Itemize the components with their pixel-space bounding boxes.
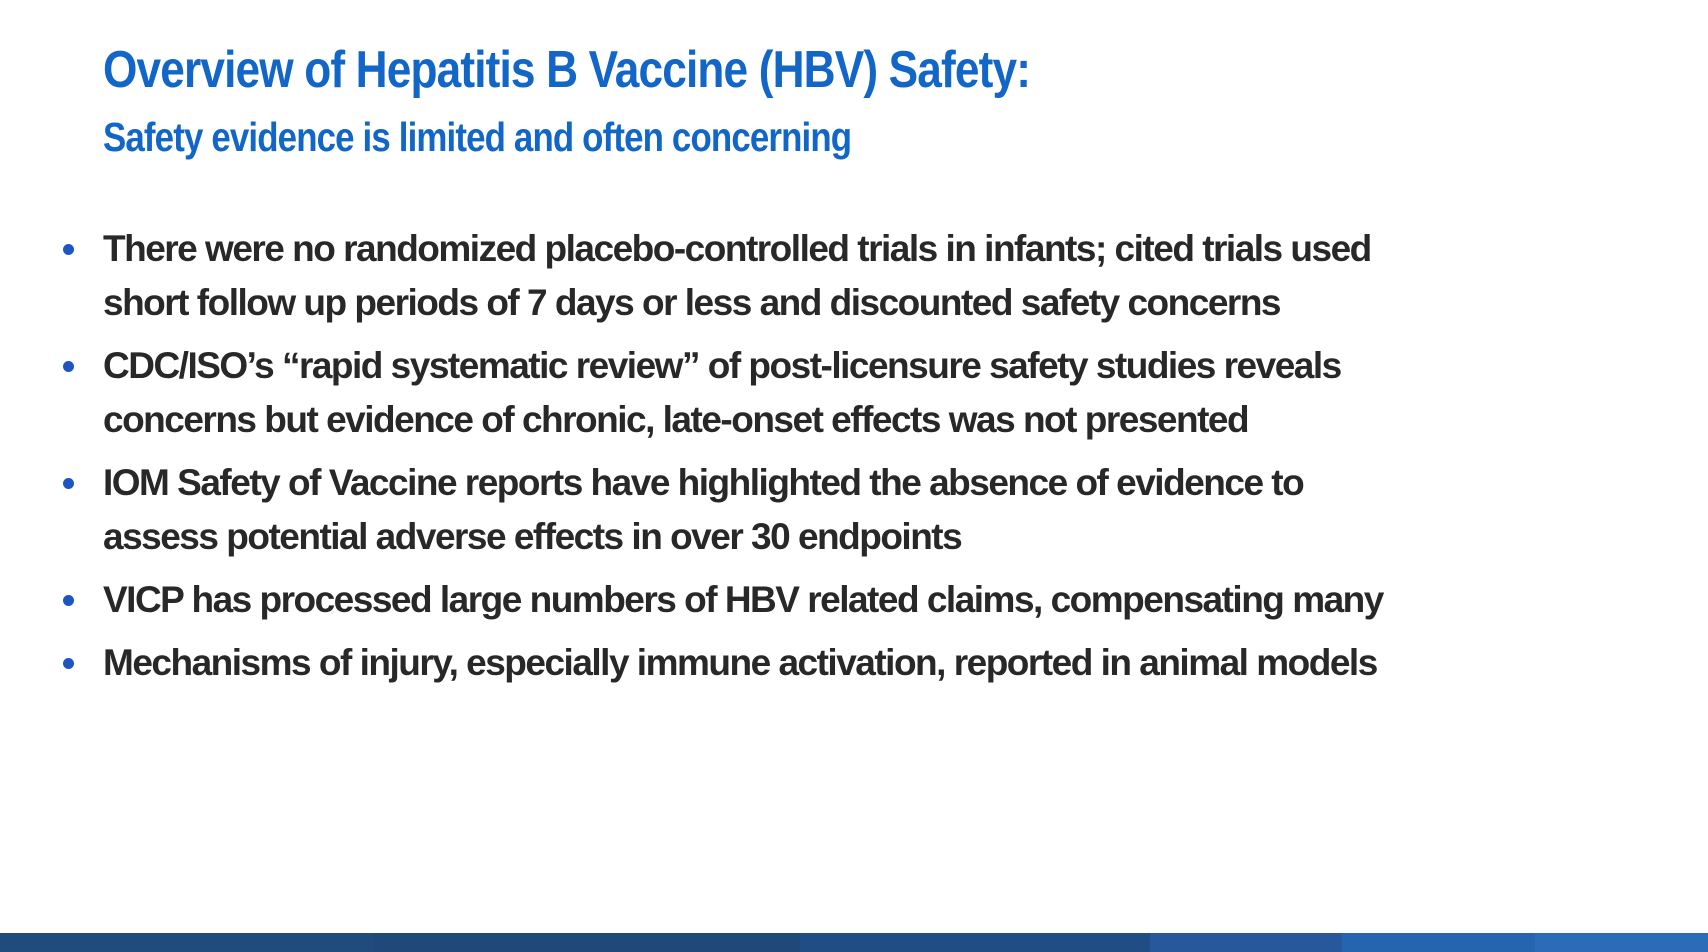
bullet-dot-icon xyxy=(63,361,74,372)
bullet-item-iom-reports xyxy=(0,456,1650,564)
bullet-text-line: IOM Safety of Vaccine reports have highlighted the absence of evidence to xyxy=(103,462,1304,503)
slide-subtitle: Safety evidence is limited and often concerning xyxy=(103,114,852,160)
bullet-item-cdc-iso-review xyxy=(0,339,1650,447)
accent-bar-segment xyxy=(800,933,1150,952)
bullet-item-injury-mechanisms xyxy=(0,636,1650,690)
bullet-text-line: short follow up periods of 7 days or less and discounted safety concerns xyxy=(103,282,1280,323)
bullet-text-line: There were no randomized placebo-controlled trials in infants; cited trials used xyxy=(103,228,1371,269)
bullet-text-line: CDC/ISO’s “rapid systematic review” of post-licensure safety studies reveals xyxy=(103,345,1341,386)
accent-bar-segment xyxy=(1150,933,1342,952)
bullet-dot-icon xyxy=(63,478,74,489)
bullet-dot-icon xyxy=(63,595,74,606)
accent-bar-segment xyxy=(1535,933,1708,952)
accent-bar-segment xyxy=(1342,933,1535,952)
bullet-text-line: Mechanisms of injury, especially immune activation, reported in animal models xyxy=(103,642,1377,683)
bullet-item-vicp-claims xyxy=(0,573,1650,627)
accent-bar-segment xyxy=(0,933,373,952)
bullet-dot-icon xyxy=(63,658,74,669)
bullet-text-line: concerns but evidence of chronic, late-onset effects was not presented xyxy=(103,399,1249,440)
slide-title: Overview of Hepatitis B Vaccine (HBV) Safety: xyxy=(103,41,1031,99)
bullet-item-trials xyxy=(0,222,1650,330)
bullet-text-line: VICP has processed large numbers of HBV related claims, compensating many xyxy=(103,579,1383,620)
accent-bar-segment xyxy=(373,933,800,952)
bottom-accent-bar xyxy=(0,933,1708,952)
bullet-dot-icon xyxy=(63,244,74,255)
bullet-text-line: assess potential adverse effects in over 30 endpoints xyxy=(103,516,962,557)
bullet-list xyxy=(0,222,1650,699)
